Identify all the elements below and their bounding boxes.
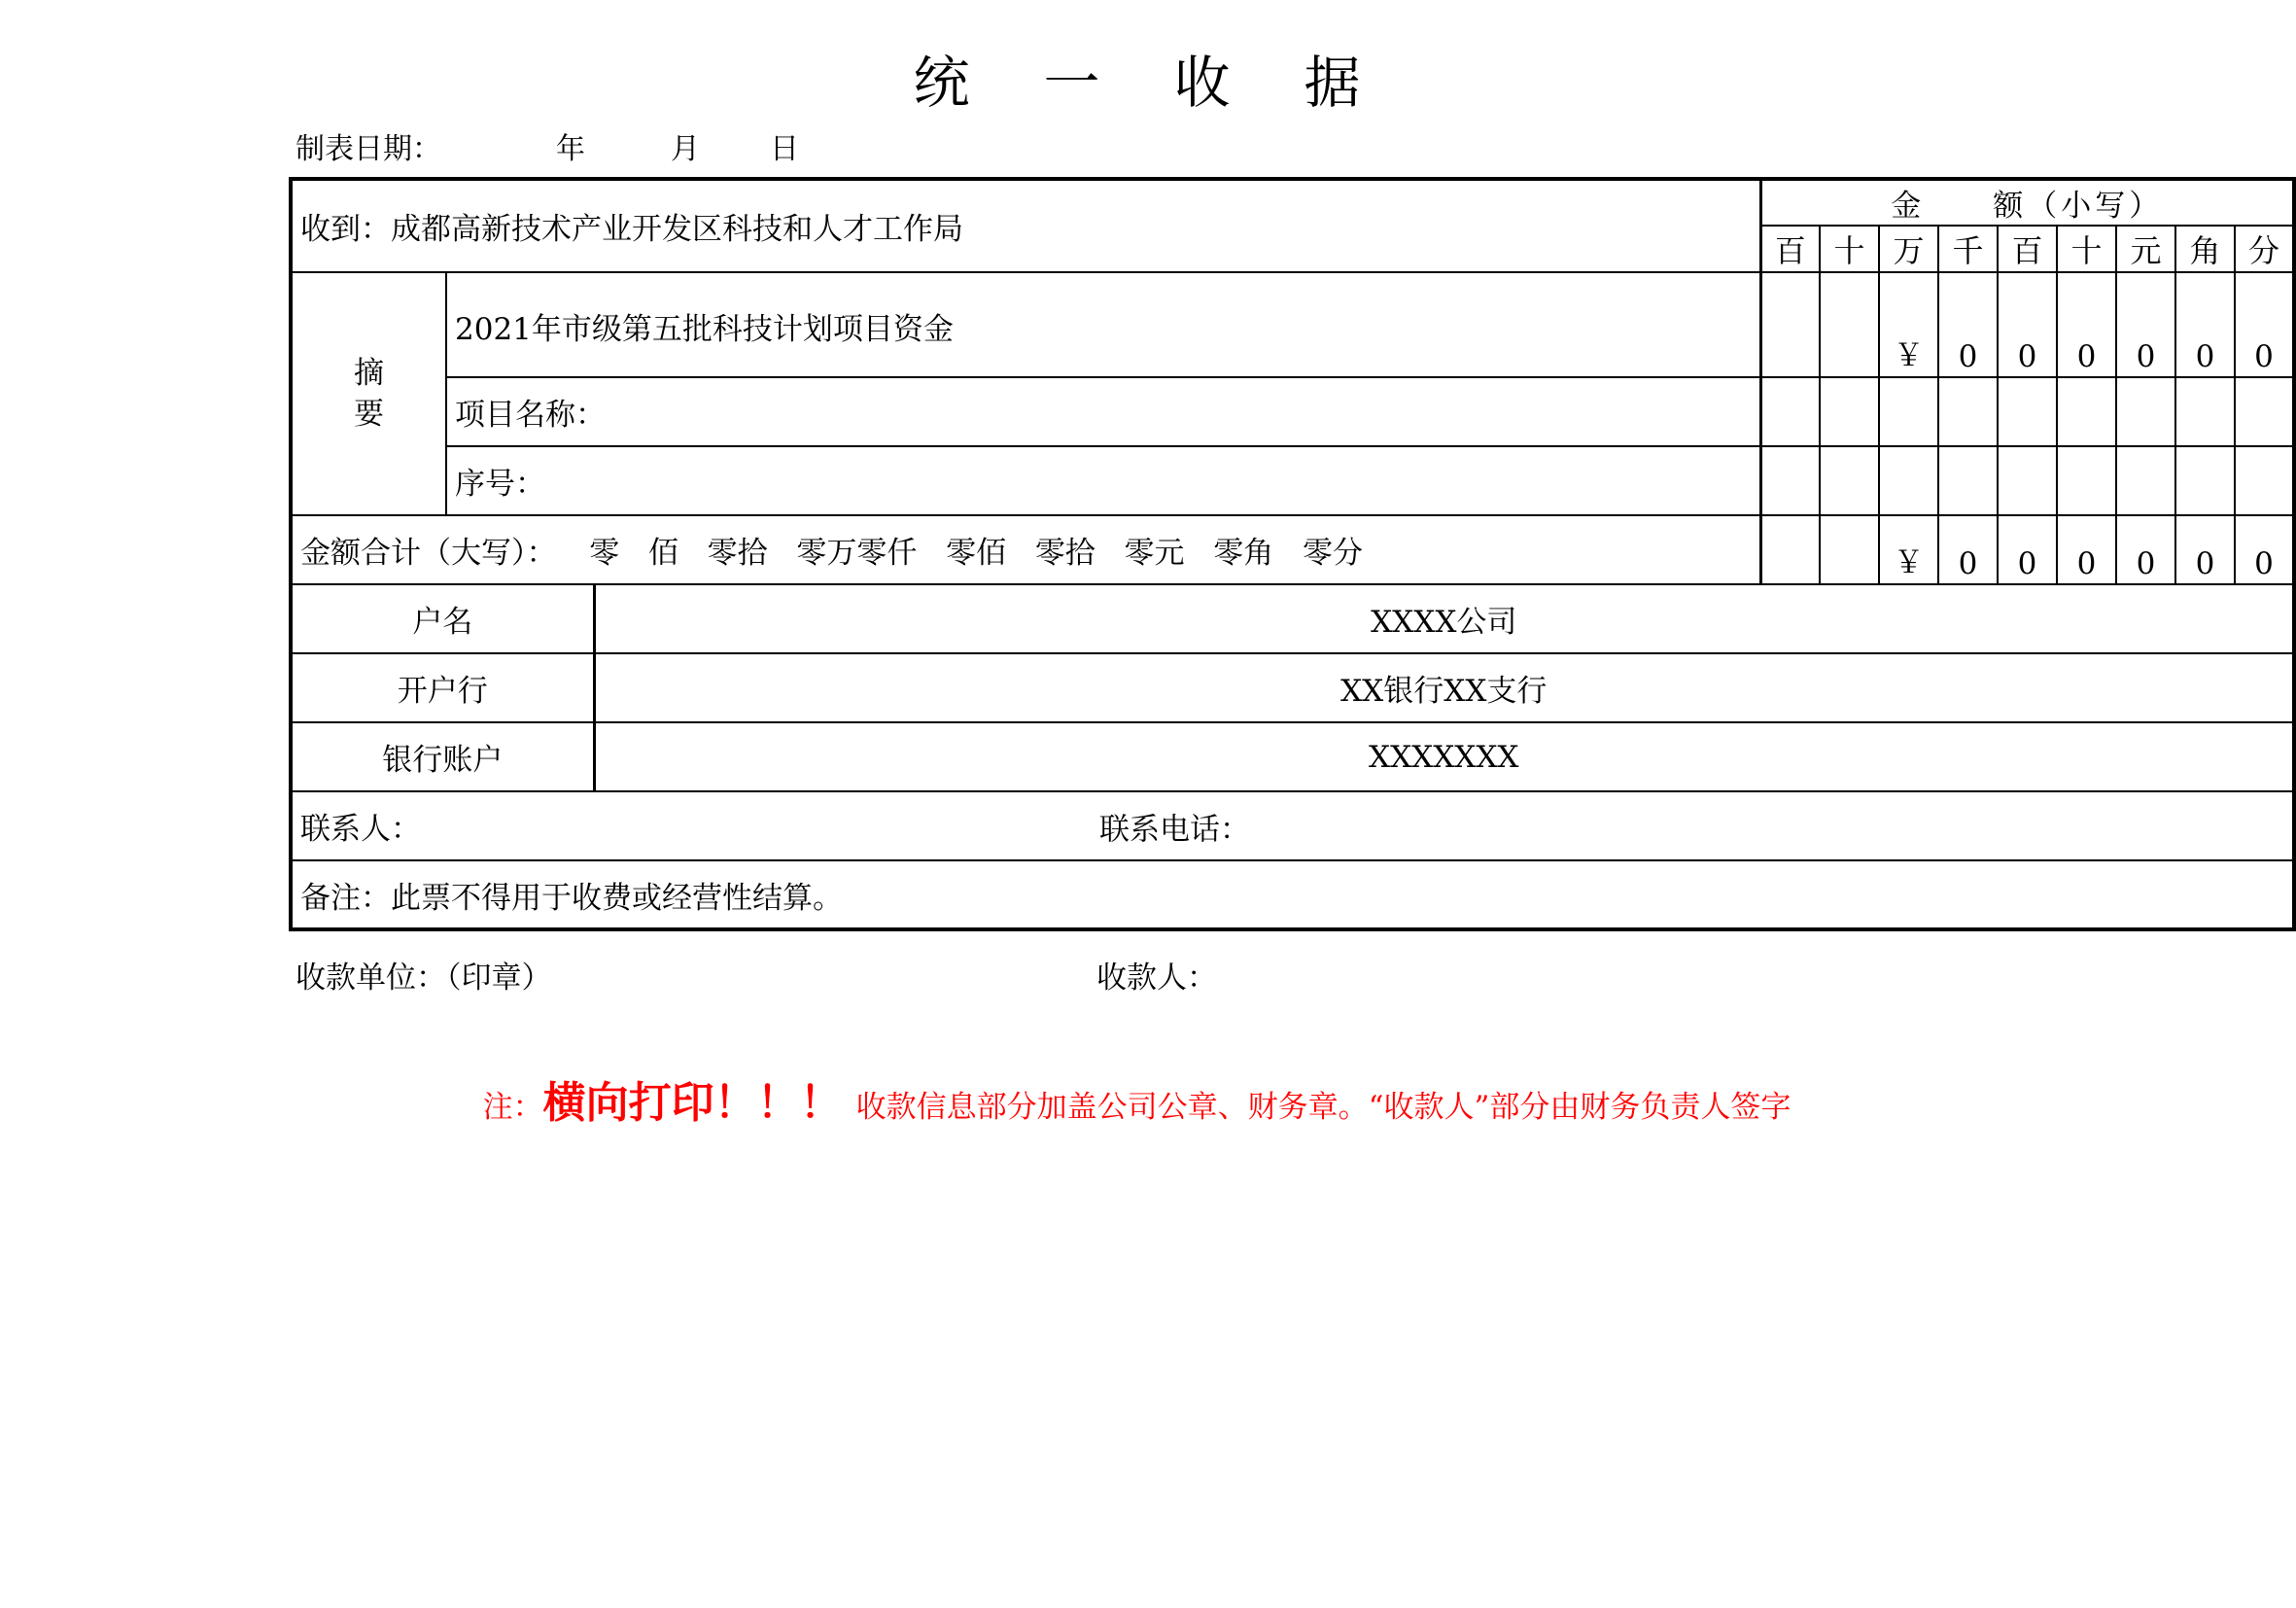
date-year: 年	[556, 132, 585, 166]
summary-label-char: 要	[354, 397, 384, 432]
account-name-value: XXXX公司	[594, 584, 2294, 653]
date-day: 日	[770, 132, 799, 166]
total-word: 佰	[647, 536, 678, 571]
empty-digit-cell	[1998, 377, 2057, 446]
empty-digit-cell	[1760, 377, 1820, 446]
total-digit	[1760, 515, 1820, 584]
summary-digit	[1760, 272, 1820, 377]
note-text: 收款信息部分加盖公司公章、财务章。“收款人”部分由财务负责人签字	[855, 1090, 1792, 1125]
payee-label: 收款人：	[1096, 961, 1217, 996]
total-words-cell	[291, 515, 1760, 584]
contact-phone-label: 联系电话：	[1099, 812, 1250, 847]
contact-person-label: 联系人：	[300, 812, 421, 847]
summary-label-char: 摘	[354, 356, 384, 391]
note-prefix: 注：	[482, 1090, 543, 1125]
received-from-label: 收到：	[300, 212, 391, 247]
summary-line-1: 2021年市级第五批科技计划项目资金	[446, 272, 1760, 377]
unit-jiao: 角	[2175, 226, 2235, 272]
total-word: 零拾	[707, 536, 768, 571]
total-digit: 0	[1938, 515, 1998, 584]
date-month: 月	[671, 132, 700, 166]
empty-digit-cell	[2116, 446, 2175, 515]
empty-digit-cell	[2175, 377, 2235, 446]
total-digit: ￥	[1879, 515, 1938, 584]
total-word: 零	[589, 536, 620, 571]
summary-label	[291, 272, 446, 515]
account-number-value: XXXXXXX	[594, 722, 2294, 791]
total-digit	[1820, 515, 1879, 584]
summary-digit: 0	[2235, 272, 2294, 377]
summary-digit: 0	[2057, 272, 2116, 377]
summary-digit: 0	[1938, 272, 1998, 377]
bank-label: 开户行	[291, 653, 594, 722]
empty-digit-cell	[1938, 446, 1998, 515]
contact-cell	[291, 791, 2294, 860]
total-digit: 0	[2175, 515, 2235, 584]
unit-thousand: 千	[1938, 226, 1998, 272]
unit-yuan: 元	[2116, 226, 2175, 272]
title-char: 收	[1173, 50, 1231, 116]
total-digit: 0	[2057, 515, 2116, 584]
empty-digit-cell	[1879, 377, 1938, 446]
empty-digit-cell	[1820, 377, 1879, 446]
unit-ten: 十	[2057, 226, 2116, 272]
empty-digit-cell	[1998, 446, 2057, 515]
summary-digit: ￥	[1879, 272, 1938, 377]
account-name-label: 户名	[291, 584, 594, 653]
remark-cell: 备注：此票不得用于收费或经营性结算。	[291, 860, 2294, 929]
document-title	[0, 37, 2274, 119]
title-char: 统	[913, 50, 970, 116]
total-word: 零分	[1302, 536, 1363, 571]
total-word: 零万零仟	[796, 536, 918, 571]
note-emphasis: 横向打印！！！	[542, 1078, 843, 1128]
total-word: 零角	[1213, 536, 1274, 571]
empty-digit-cell	[2057, 446, 2116, 515]
total-word: 零拾	[1034, 536, 1096, 571]
date-label: 制表日期：	[296, 132, 441, 166]
received-from-value: 成都高新技术产业开发区科技和人才工作局	[391, 212, 963, 247]
summary-digit: 0	[1998, 272, 2057, 377]
summary-digit: 0	[2116, 272, 2175, 377]
title-char: 一	[1043, 50, 1100, 116]
receipt-table	[289, 177, 2296, 931]
empty-digit-cell	[2116, 377, 2175, 446]
print-note	[0, 1067, 2274, 1130]
total-label: 金额合计（大写）：	[300, 536, 557, 571]
total-word: 零元	[1124, 536, 1185, 571]
empty-digit-cell	[1938, 377, 1998, 446]
summary-digit: 0	[2175, 272, 2235, 377]
empty-digit-cell	[1760, 446, 1820, 515]
unit-hundred-ten-thousand: 百	[1760, 226, 1820, 272]
summary-digit	[1820, 272, 1879, 377]
empty-digit-cell	[1820, 446, 1879, 515]
total-digit: 0	[2235, 515, 2294, 584]
amount-header: 金 额（小写）	[1760, 179, 2294, 226]
account-number-label: 银行账户	[291, 722, 594, 791]
summary-line-3: 序号：	[446, 446, 1760, 515]
unit-fen: 分	[2235, 226, 2294, 272]
empty-digit-cell	[2175, 446, 2235, 515]
bank-value: XX银行XX支行	[594, 653, 2294, 722]
total-word: 零佰	[946, 536, 1007, 571]
summary-line-2: 项目名称：	[446, 377, 1760, 446]
empty-digit-cell	[1879, 446, 1938, 515]
total-digit: 0	[2116, 515, 2175, 584]
empty-digit-cell	[2235, 377, 2294, 446]
empty-digit-cell	[2235, 446, 2294, 515]
total-digit: 0	[1998, 515, 2057, 584]
receiving-unit-label: 收款单位：（印章）	[296, 961, 552, 996]
empty-digit-cell	[2057, 377, 2116, 446]
title-char: 据	[1304, 50, 1361, 116]
unit-ten-thousand: 万	[1879, 226, 1938, 272]
received-from-cell	[291, 179, 1760, 272]
unit-hundred-thousand: 十	[1820, 226, 1879, 272]
unit-hundred: 百	[1998, 226, 2057, 272]
